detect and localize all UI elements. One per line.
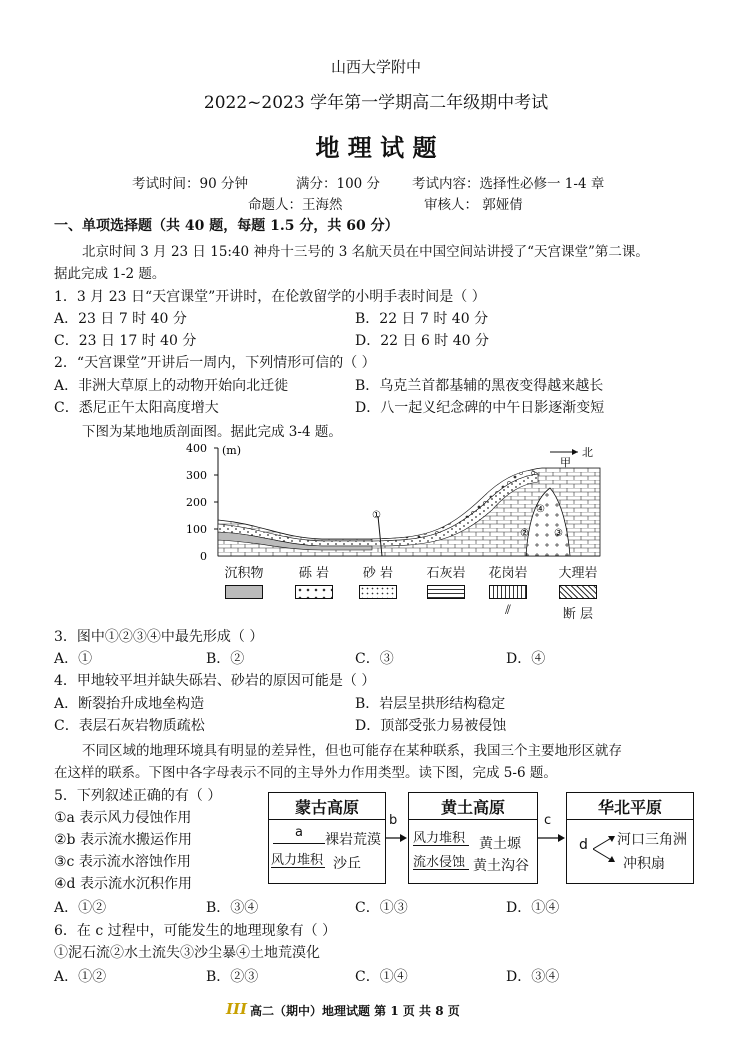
q1-option-c: C．23 日 17 时 40 分: [54, 333, 197, 349]
label-a: a: [295, 825, 303, 840]
q5-statement-3: ③c 表示流水溶蚀作用: [54, 854, 191, 870]
q5-stem: 5．下列叙述正确的有（ ）: [54, 788, 222, 804]
q6-phenomena: ①泥石流②水土流失③沙尘暴④土地荒漠化: [54, 945, 320, 961]
q1-option-a: A．23 日 7 时 40 分: [54, 311, 187, 327]
q5-option-c: C．①③: [355, 900, 408, 916]
label-b: b: [389, 813, 398, 828]
exam-time: 考试时间：90 分钟: [132, 176, 248, 192]
section-heading: 一、单项选择题（共 40 题，每题 1.5 分，共 60 分）: [54, 218, 399, 234]
box2-left-2: 流水侵蚀: [413, 855, 466, 870]
q6-stem: 6．在 c 过程中，可能发生的地理现象有（ ）: [54, 923, 337, 939]
box3-right-1: 河口三角洲: [617, 832, 687, 848]
q2-option-c: C．悉尼正午太阳高度增大: [54, 400, 219, 416]
label-d: d: [579, 837, 588, 853]
q6-option-a: A．①②: [54, 969, 107, 985]
school-name: 山西大学附中: [330, 58, 421, 76]
q4-option-c: C．表层石灰岩物质疏松: [54, 718, 205, 734]
q4-stem: 4．甲地较平坦并缺失砾岩、砂岩的原因可能是（ ）: [54, 673, 376, 689]
q4-option-a: A．断裂抬升成地垒构造: [54, 696, 205, 712]
label-c: c: [544, 813, 552, 828]
box-loess-plateau: [408, 792, 538, 884]
q3-stem: 3．图中①②③④中最先形成（ ）: [54, 629, 264, 645]
legend-marble: 大理岩 断 层: [550, 562, 606, 622]
q5-statement-2: ②b 表示流水搬运作用: [54, 832, 192, 848]
box1-left-1: 风力堆积: [271, 853, 324, 868]
fault-symbol-icon: ⫽: [505, 603, 511, 618]
q3-option-d: D．④: [506, 651, 546, 667]
fork-arrow-icon: [593, 829, 617, 869]
q3-option-a: A．①: [54, 651, 93, 667]
q6-option-c: C．①④: [355, 969, 408, 985]
geology-diagram: [182, 440, 612, 620]
box3-title: 华北平原: [597, 798, 662, 817]
box-north-china-plain: [566, 792, 694, 884]
q1-stem: 1．3 月 23 日“天宫课堂”开讲时，在伦敦留学的小明手表时间是（ ）: [54, 289, 486, 305]
box1-title: 蒙古高原: [294, 798, 359, 817]
author: 命题人：王海然: [248, 197, 343, 213]
marker-1: ①: [372, 510, 381, 521]
q2-option-a: A．非洲大草原上的动物开始向北迁徙: [54, 378, 289, 394]
exam-content: 考试内容：选择性必修一 1-4 章: [412, 176, 605, 192]
marker-4: ④: [536, 504, 545, 515]
north-label: 北: [582, 446, 593, 459]
q2-stem: 2．“天宫课堂”开讲后一周内，下列情形可信的（ ）: [54, 355, 376, 371]
marker-3: ③: [554, 528, 563, 539]
box2-right-2: 黄土沟谷: [473, 858, 529, 874]
q6-option-b: B．②③: [206, 969, 259, 985]
box-mongolian-plateau: [268, 792, 386, 884]
intro-1-line-a: 北京时间 3 月 23 日 15:40 神舟十三号的 3 名航天员在中国空间站讲授了“天宫课堂”第二课。: [82, 244, 649, 260]
jia-label: 甲: [560, 456, 571, 469]
q2-option-d: D．八一起义纪念碑的中午日影逐渐变短: [355, 400, 605, 416]
legend-limestone: 石灰岩: [420, 562, 472, 599]
box1-right-1: 裸岩荒漠: [325, 832, 381, 848]
legend-sediment: 沉积物: [218, 562, 270, 599]
q4-option-b: B．岩层呈拱形结构稳定: [355, 696, 506, 712]
y-axis-unit: (m): [222, 444, 242, 457]
arrow-c: [537, 830, 567, 846]
y-tick-300: 300: [186, 469, 207, 482]
box1-right-2: 沙丘: [333, 856, 361, 872]
legend-fault: 断 层: [562, 607, 594, 622]
marker-2: ②: [520, 528, 529, 539]
intro-3-line-b: 在这样的联系。下图中各字母表示不同的主导外力作用类型。读下图，完成 5-6 题。: [54, 765, 557, 781]
q4-option-d: D．顶部受张力易被侵蚀: [355, 718, 507, 734]
page-title: 地 理 试 题: [315, 134, 437, 162]
legend-granite: 花岗岩 ⫽: [482, 562, 534, 618]
q1-option-b: B．22 日 7 时 40 分: [355, 311, 489, 327]
box2-title: 黄土高原: [440, 798, 505, 817]
footer-page-info: 高二（期中）地理试题 第 1 页 共 8 页: [250, 1004, 460, 1018]
y-tick-200: 200: [186, 496, 207, 509]
q5-statement-1: ①a 表示风力侵蚀作用: [54, 810, 192, 826]
q1-option-d: D．22 日 6 时 40 分: [355, 333, 490, 349]
box2-left-1: 风力堆积: [413, 831, 466, 846]
reviewer: 审核人： 郭娅倩: [424, 197, 523, 213]
full-score: 满分：100 分: [296, 176, 381, 192]
arrow-b: [385, 830, 409, 846]
legend-sandstone: 砂 岩: [352, 562, 404, 599]
box3-right-2: 冲积扇: [623, 856, 665, 872]
legend-gravel: 砾 岩: [288, 562, 340, 599]
y-tick-400: 400: [186, 442, 207, 455]
intro-1-line-b: 据此完成 1-2 题。: [54, 266, 166, 282]
box2-right-1: 黄土塬: [479, 836, 521, 852]
q2-option-b: B．乌克兰首都基辅的黑夜变得越来越长: [355, 378, 604, 394]
intro-2: 下图为某地地质剖面图。据此完成 3-4 题。: [82, 424, 342, 440]
exam-title: 2022~2023 学年第一学期高二年级期中考试: [203, 93, 549, 113]
q5-option-b: B．③④: [206, 900, 259, 916]
q3-option-b: B．②: [206, 651, 245, 667]
y-tick-0: 0: [200, 550, 207, 563]
q5-option-d: D．①④: [506, 900, 560, 916]
q3-option-c: C．③: [355, 651, 394, 667]
intro-3-line-a: 不同区域的地理环境具有明显的差异性，但也可能存在某种联系，我国三个主要地形区就存: [82, 743, 622, 759]
y-tick-100: 100: [186, 523, 207, 536]
q5-option-a: A．①②: [54, 900, 107, 916]
q5-statement-4: ④d 表示流水沉积作用: [54, 876, 192, 892]
q6-option-d: D．③④: [506, 969, 560, 985]
footer-logo: III: [226, 1000, 248, 1018]
